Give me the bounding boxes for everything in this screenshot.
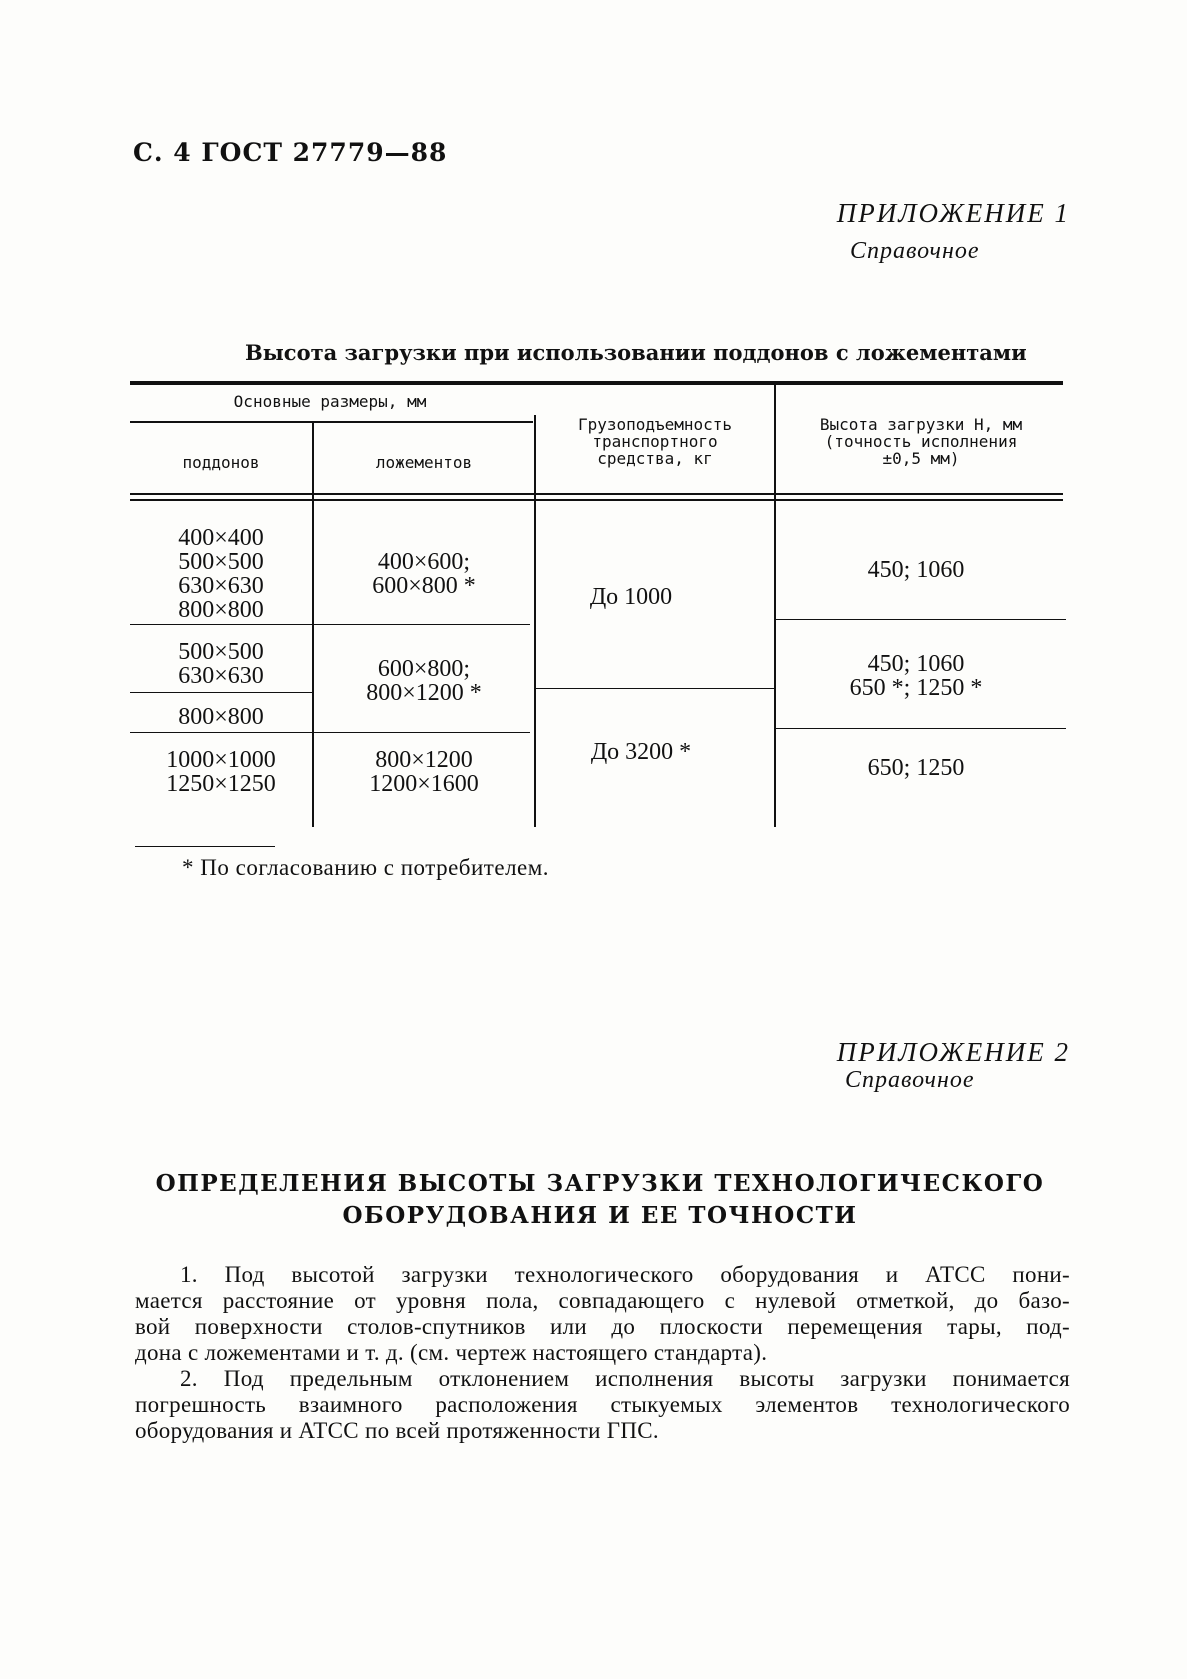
row-rule-capacity bbox=[536, 688, 774, 689]
cell-capacity-2: До 3200 * bbox=[590, 739, 692, 765]
cell-height-2: 450; 1060 650 *; 1250 * bbox=[849, 651, 983, 701]
row-rule-height-2 bbox=[776, 728, 1066, 729]
footnote: * По согласованию с потребителем. bbox=[182, 855, 550, 880]
row-rule-3 bbox=[130, 732, 530, 733]
cell-capacity-1: До 1000 bbox=[589, 584, 673, 610]
header-sub-rule bbox=[130, 421, 533, 423]
header-main-sizes: Основные размеры, мм bbox=[233, 392, 427, 411]
paragraph-1 bbox=[135, 1262, 1070, 1366]
paragraph-2-line-1: 2. Под предельным отклонением исполнения высоты загрузки понимается bbox=[180, 1366, 1070, 1391]
row-rule-2 bbox=[130, 692, 312, 693]
table-title: Высота загрузки при использовании поддонов с ложементами bbox=[245, 340, 1027, 365]
cell-lodgements-3: 800×1200 1200×1600 bbox=[369, 747, 479, 797]
paragraph-1-line-1: 1. Под высотой загрузки технологического оборудования и АТСС пони- bbox=[180, 1262, 1070, 1287]
header-capacity: Грузоподъемность транспортного средства, кг bbox=[577, 415, 733, 468]
header-pallets: поддонов bbox=[182, 453, 260, 472]
cell-height-3: 650; 1250 bbox=[867, 755, 965, 781]
table-top-rule bbox=[130, 381, 1063, 385]
cell-lodgements-1: 400×600; 600×800 * bbox=[372, 549, 476, 599]
cell-height-1: 450; 1060 bbox=[867, 557, 965, 583]
section-title-line-2: ОБОРУДОВАНИЯ И ЕЕ ТОЧНОСТИ bbox=[342, 1202, 858, 1229]
paragraph-2-line-2: погрешность взаимного расположения стыкуемых элементов технологического bbox=[135, 1392, 1070, 1417]
cell-pallets-3: 800×800 bbox=[178, 704, 264, 730]
row-rule-height-1 bbox=[776, 619, 1066, 620]
appendix-2-label: ПРИЛОЖЕНИЕ 2 bbox=[836, 1037, 1070, 1067]
paragraph-1-line-3: вой поверхности столов-спутников или до плоскости перемещения тары, под- bbox=[135, 1314, 1070, 1339]
cell-pallets-1: 400×400 500×500 630×630 800×800 bbox=[178, 525, 264, 623]
paragraph-2 bbox=[135, 1366, 1070, 1444]
appendix-1-label: ПРИЛОЖЕНИЕ 1 bbox=[836, 198, 1070, 228]
header-bottom-rule-1 bbox=[130, 493, 1063, 495]
row-rule-1 bbox=[130, 624, 530, 625]
paragraph-1-line-4: дона с ложементами и т. д. (см. чертеж настоящего стандарта). bbox=[135, 1340, 768, 1365]
cell-pallets-4: 1000×1000 1250×1250 bbox=[166, 747, 276, 797]
paragraph-1-line-2: мается расстояние от уровня пола, совпадающего с нулевой отметкой, до базо- bbox=[135, 1288, 1070, 1313]
col-divider-2 bbox=[534, 415, 536, 827]
header-height: Высота загрузки H, мм (точность исполнения ±0,5 мм) bbox=[819, 415, 1023, 468]
footnote-rule bbox=[135, 846, 275, 847]
appendix-2-note: Справочное bbox=[845, 1067, 975, 1093]
appendix-1-note: Справочное bbox=[850, 238, 980, 264]
page-header: С. 4 ГОСТ 27779—88 bbox=[133, 138, 448, 167]
header-lodgements: ложементов bbox=[375, 453, 473, 472]
header-bottom-rule-2 bbox=[130, 499, 1063, 501]
cell-lodgements-2: 600×800; 800×1200 * bbox=[366, 656, 482, 706]
section-title-line-1: ОПРЕДЕЛЕНИЯ ВЫСОТЫ ЗАГРУЗКИ ТЕХНОЛОГИЧЕСКОГО bbox=[155, 1170, 1045, 1197]
cell-pallets-2: 500×500 630×630 bbox=[178, 639, 264, 689]
paragraph-2-line-3: оборудования и АТСС по всей протяженности ГПС. bbox=[135, 1418, 659, 1443]
